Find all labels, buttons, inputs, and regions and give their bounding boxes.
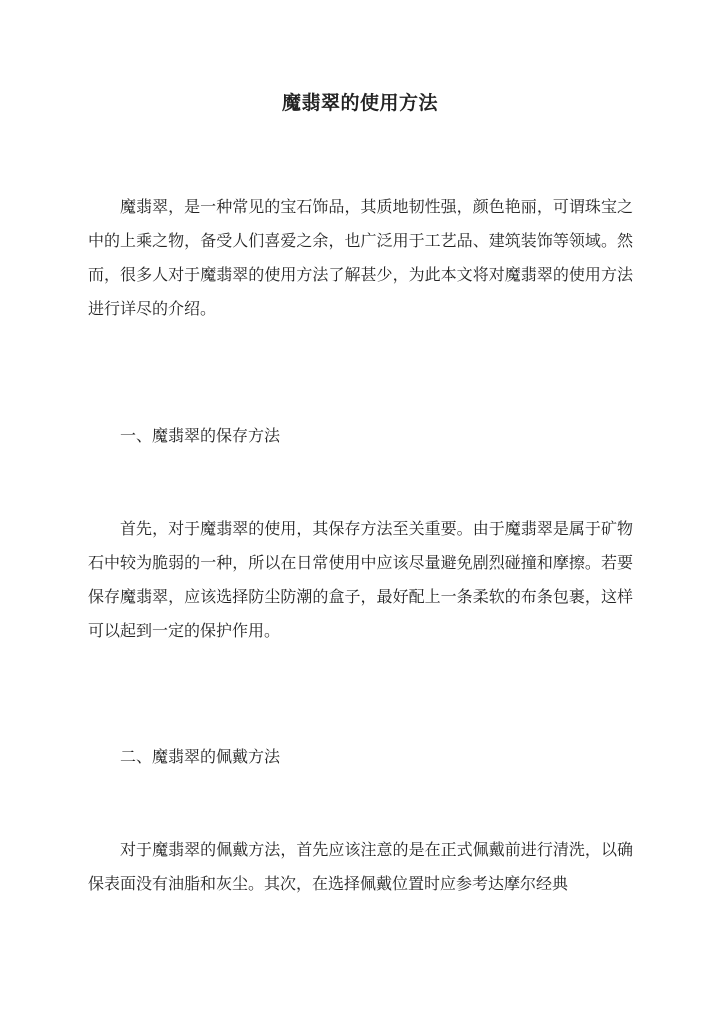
section-heading-storage: 一、魔翡翠的保存方法 [120,426,281,445]
storage-paragraph: 首先，对于魔翡翠的使用，其保存方法至关重要。由于魔翡翠是属于矿物石中较为脆弱的一种，所以在日常使用中应该尽量避免剧烈碰撞和摩擦。若要保存魔翡翠，应该选择防尘防潮的盒子，最好配上一条柔软的布条包裹，这样可以起到一定的保护作用。 [88,519,633,640]
section-heading-wearing: 二、魔翡翠的佩戴方法 [120,747,281,766]
intro-paragraph: 魔翡翠，是一种常见的宝石饰品，其质地韧性强，颜色艳丽，可谓珠宝之中的上乘之物，备受人们喜爱之余，也广泛用于工艺品、建筑装饰等领域。然而，很多人对于魔翡翠的使用方法了解甚少，为此本文将对魔翡翠的使用方法进行详尽的介绍。 [88,197,633,318]
document-title: 魔翡翠的使用方法 [281,92,438,114]
wearing-paragraph: 对于魔翡翠的佩戴方法，首先应该注意的是在正式佩戴前进行清洗，以确保表面没有油脂和灰尘。其次，在选择佩戴位置时应参考达摩尔经典 [88,840,633,893]
